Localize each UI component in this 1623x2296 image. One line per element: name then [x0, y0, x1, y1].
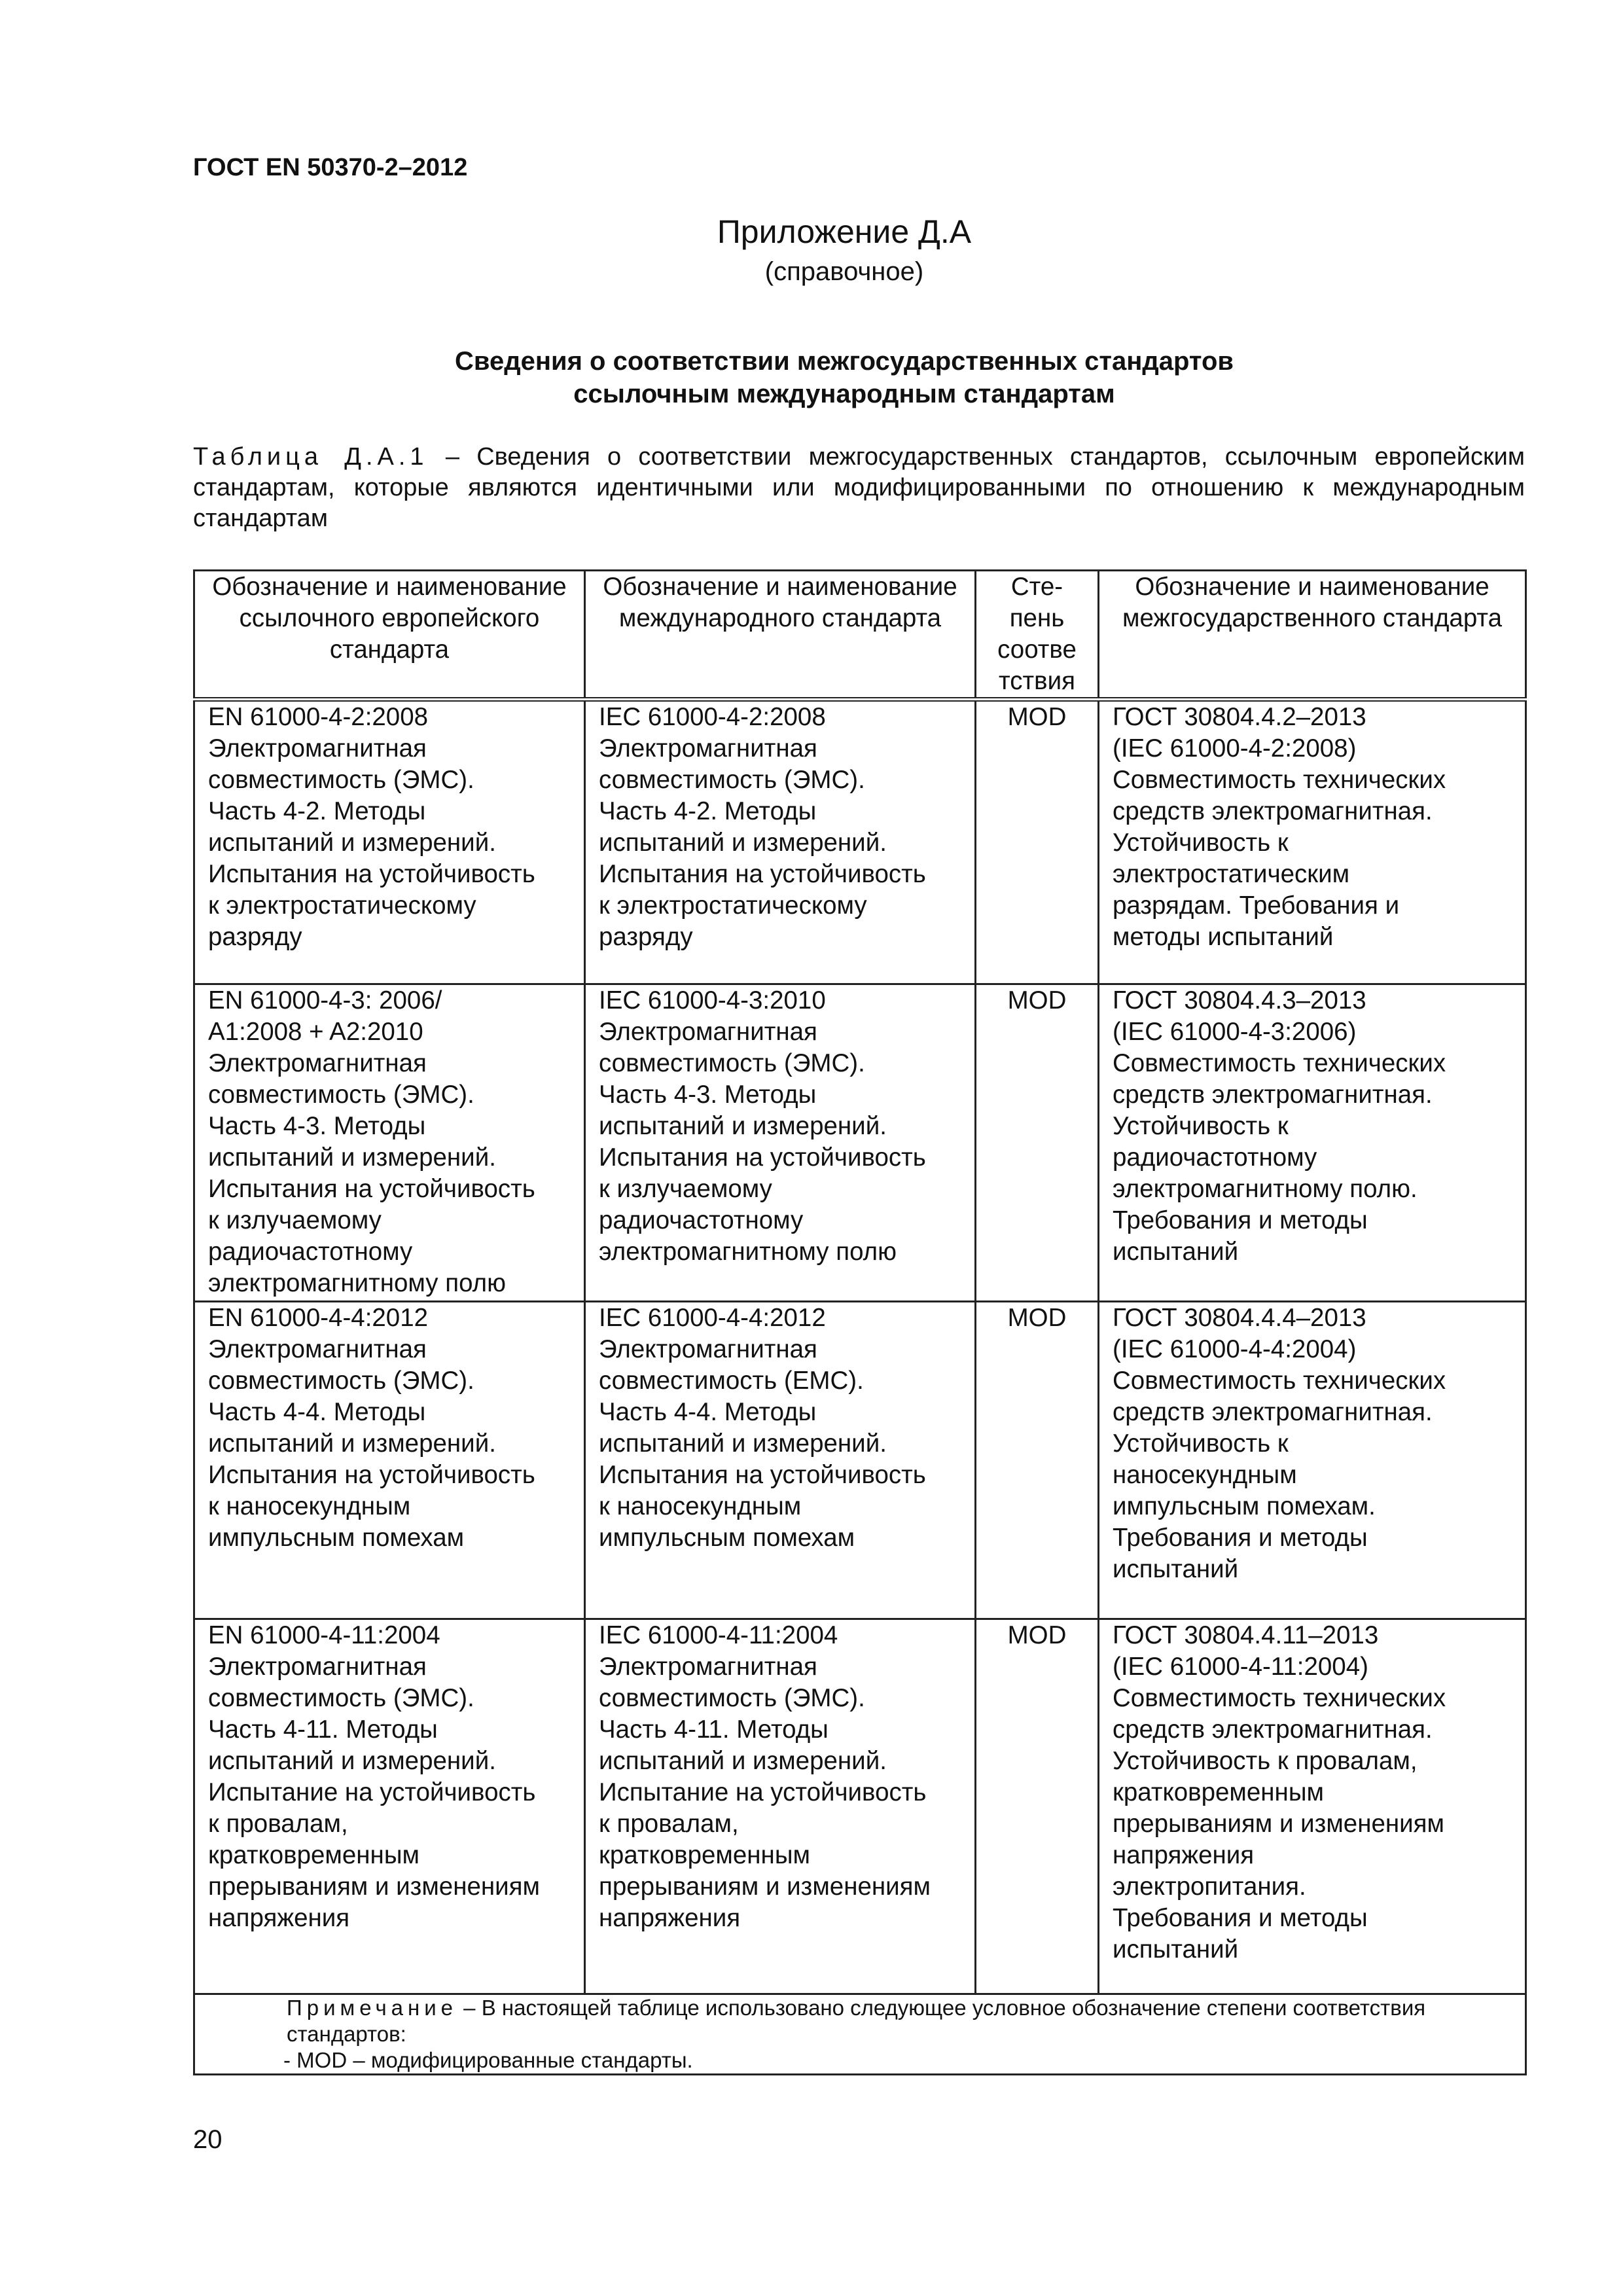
note-text: – В настоящей таблице использовано следующее условное обозначение степени соответствия стандартов: [287, 1996, 1426, 2046]
table-caption-label: Таблица Д.А.1 [193, 443, 429, 471]
cell-international: IEC 61000-4-11:2004 Электромагнитная совместимость (ЭМС). Часть 4-11. Методы испытаний и измерений. Испытание на устойчивость к провалам, кратковременным прерываниям и изменениям напряжения [585, 1619, 976, 1994]
cell-degree: MOD [976, 700, 1099, 984]
note-item: - MOD – модифицированные стандарты. [283, 2048, 693, 2072]
cell-international: IEC 61000-4-2:2008 Электромагнитная совместимость (ЭМС). Часть 4-2. Методы испытаний и измерений. Испытания на устойчивость к электростатическому разряду [585, 700, 976, 984]
cell-interstate: ГОСТ 30804.4.11–2013 (IEC 61000-4-11:2004) Совместимость технических средств электромагнитная. Устойчивость к провалам, кратковременным прерываниям и изменениям напряжения электропитания. Требования и методы испытаний [1099, 1619, 1526, 1994]
table-row [194, 1302, 1526, 1619]
cell-european: EN 61000-4-3: 2006/ A1:2008 + A2:2010 Электромагнитная совместимость (ЭМС). Часть 4-3. Методы испытаний и измерений. Испытания на устойчивость к излучаемому радиочастотному электромагнитному полю [194, 984, 585, 1302]
table-row [194, 984, 1526, 1302]
table-note-row [194, 1994, 1526, 2075]
section-heading [0, 345, 1623, 410]
correspondence-table [193, 569, 1527, 2075]
header-degree: Сте- пень соотве тствия [976, 571, 1099, 700]
cell-degree: MOD [976, 1619, 1099, 1994]
header-international: Обозначение и наименование международного стандарта [585, 571, 976, 700]
cell-european: EN 61000-4-2:2008 Электромагнитная совместимость (ЭМС). Часть 4-2. Методы испытаний и измерений. Испытания на устойчивость к электростатическому разряду [194, 700, 585, 984]
table-row [194, 700, 1526, 984]
heading-line-2: ссылочным международным стандартам [573, 380, 1115, 408]
annex-title: Приложение Д.А [717, 213, 972, 250]
table-caption-text: – Сведения о соответствии межгосударственных стандартов, ссылочным европейским стандартам, которые являются идентичными или модифицированными по отношению к международным стандартам [193, 443, 1525, 532]
cell-degree: MOD [976, 1302, 1099, 1619]
cell-international: IEC 61000-4-3:2010 Электромагнитная совместимость (ЭМС). Часть 4-3. Методы испытаний и измерений. Испытания на устойчивость к излучаемому радиочастотному электромагнитному полю [585, 984, 976, 1302]
header-european: Обозначение и наименование ссылочного европейского стандарта [194, 571, 585, 700]
table-caption [193, 442, 1525, 534]
cell-degree: MOD [976, 984, 1099, 1302]
cell-european: EN 61000-4-4:2012 Электромагнитная совместимость (ЭМС). Часть 4-4. Методы испытаний и измерений. Испытания на устойчивость к наносекундным импульсным помехам [194, 1302, 585, 1619]
table-row [194, 1619, 1526, 1994]
header-interstate: Обозначение и наименование межгосударственного стандарта [1099, 571, 1526, 700]
page-number: 20 [193, 2125, 223, 2154]
cell-european: EN 61000-4-11:2004 Электромагнитная совместимость (ЭМС). Часть 4-11. Методы испытаний и измерений. Испытание на устойчивость к провалам, кратковременным прерываниям и изменениям напряжения [194, 1619, 585, 1994]
cell-interstate: ГОСТ 30804.4.4–2013 (IEC 61000-4-4:2004) Совместимость технических средств электромагнитная. Устойчивость к наносекундным импульсным помехам. Требования и методы испытаний [1099, 1302, 1526, 1619]
cell-interstate: ГОСТ 30804.4.2–2013 (IEC 61000-4-2:2008) Совместимость технических средств электромагнитная. Устойчивость к электростатическим разрядам. Требования и методы испытаний [1099, 700, 1526, 984]
cell-interstate: ГОСТ 30804.4.3–2013 (IEC 61000-4-3:2006) Совместимость технических средств электромагнитная. Устойчивость к радиочастотному электромагнитному полю. Требования и методы испытаний [1099, 984, 1526, 1302]
table-header-row [194, 571, 1526, 700]
note-label: Примечание [287, 1996, 458, 2020]
document-code: ГОСТ EN 50370-2–2012 [193, 154, 468, 181]
table-note [194, 1994, 1526, 2075]
heading-line-1: Сведения о соответствии межгосударственных стандартов [455, 347, 1234, 376]
annex-subtitle: (справочное) [764, 257, 924, 286]
cell-international: IEC 61000-4-4:2012 Электромагнитная совместимость (EMC). Часть 4-4. Методы испытаний и измерений. Испытания на устойчивость к наносекундным импульсным помехам [585, 1302, 976, 1619]
